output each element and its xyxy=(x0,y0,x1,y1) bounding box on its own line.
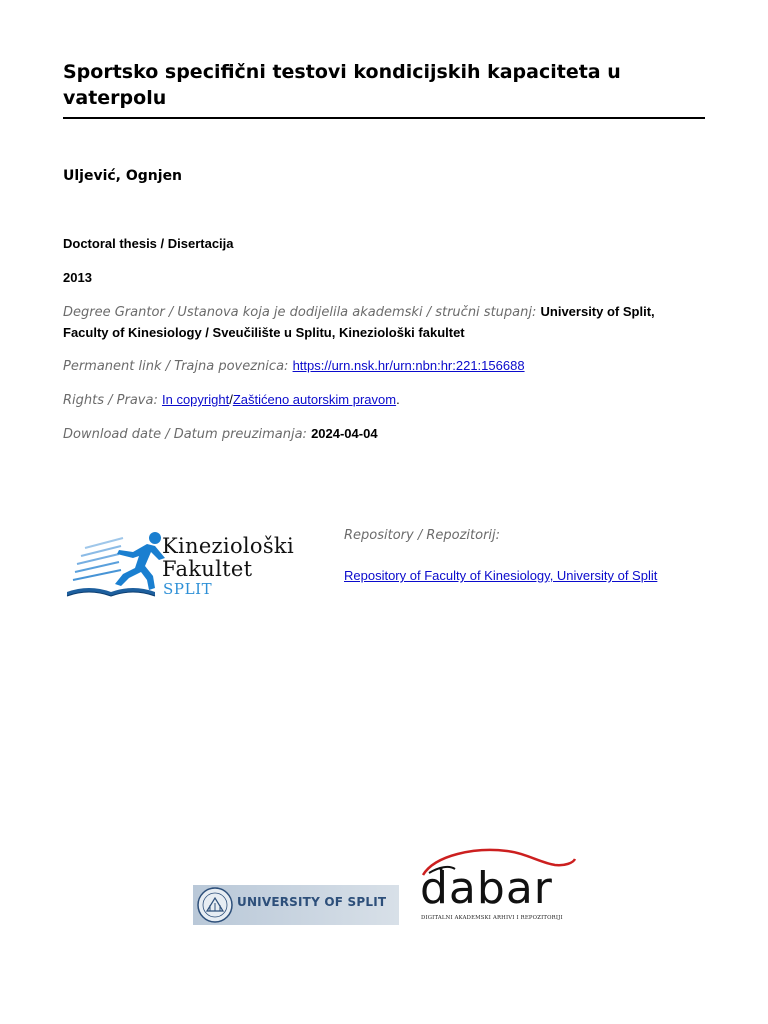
document-title: Sportsko specifični testovi kondicijskih kapaciteta u vaterpolu xyxy=(63,61,621,109)
repository-link-wrap xyxy=(344,566,664,587)
permanent-link-label: Permanent link / Trajna poveznica: xyxy=(63,359,289,374)
author-name: Uljević, Ognjen xyxy=(63,168,183,184)
university-seal-icon xyxy=(195,885,235,925)
document-year: 2013 xyxy=(63,270,92,285)
download-date-value: 2024-04-04 xyxy=(311,426,378,441)
university-name: UNIVERSITY OF SPLIT xyxy=(237,895,387,909)
rights-label: Rights / Prava: xyxy=(63,393,158,408)
kif-logo xyxy=(63,530,319,602)
document-type: Doctoral thesis / Disertacija xyxy=(63,236,234,251)
download-date xyxy=(63,424,703,445)
dabar-logo xyxy=(415,845,580,927)
permanent-link xyxy=(63,356,703,377)
title-divider xyxy=(63,117,705,119)
repository-label: Repository / Repozitorij: xyxy=(344,528,501,543)
degree-grantor xyxy=(63,302,703,344)
rights-link-in-copyright[interactable]: In copyright xyxy=(161,392,230,407)
dabar-tagline: DIGITALNI AKADEMSKI ARHIVI I REPOZITORIJI xyxy=(421,915,563,921)
rights-period: . xyxy=(396,392,400,407)
kif-logo-line2: Fakultet xyxy=(162,557,253,581)
repository-link[interactable]: Repository of Faculty of Kinesiology, University of Split xyxy=(344,568,658,583)
kif-logo-line3: SPLIT xyxy=(163,580,213,598)
rights-link-zasticeno[interactable]: Zaštićeno autorskim pravom xyxy=(232,392,397,407)
dabar-wordmark: dabar xyxy=(420,863,553,914)
runner-book-icon xyxy=(63,530,167,602)
rights-separator: / xyxy=(229,392,233,407)
rights xyxy=(63,390,703,411)
kif-logo-line1: Kineziološki xyxy=(162,534,294,558)
degree-grantor-value: University of Split, Faculty of Kinesiology / Sveučilište u Splitu, Kineziološki fakultet xyxy=(63,304,655,340)
degree-grantor-label: Degree Grantor / Ustanova koja je dodijelila akademski / stručni stupanj: xyxy=(63,305,537,320)
download-date-label: Download date / Datum preuzimanja: xyxy=(63,427,307,442)
permanent-link-url[interactable]: https://urn.nsk.hr/urn:nbn:hr:221:156688 xyxy=(292,358,525,373)
university-of-split-logo xyxy=(193,885,399,925)
